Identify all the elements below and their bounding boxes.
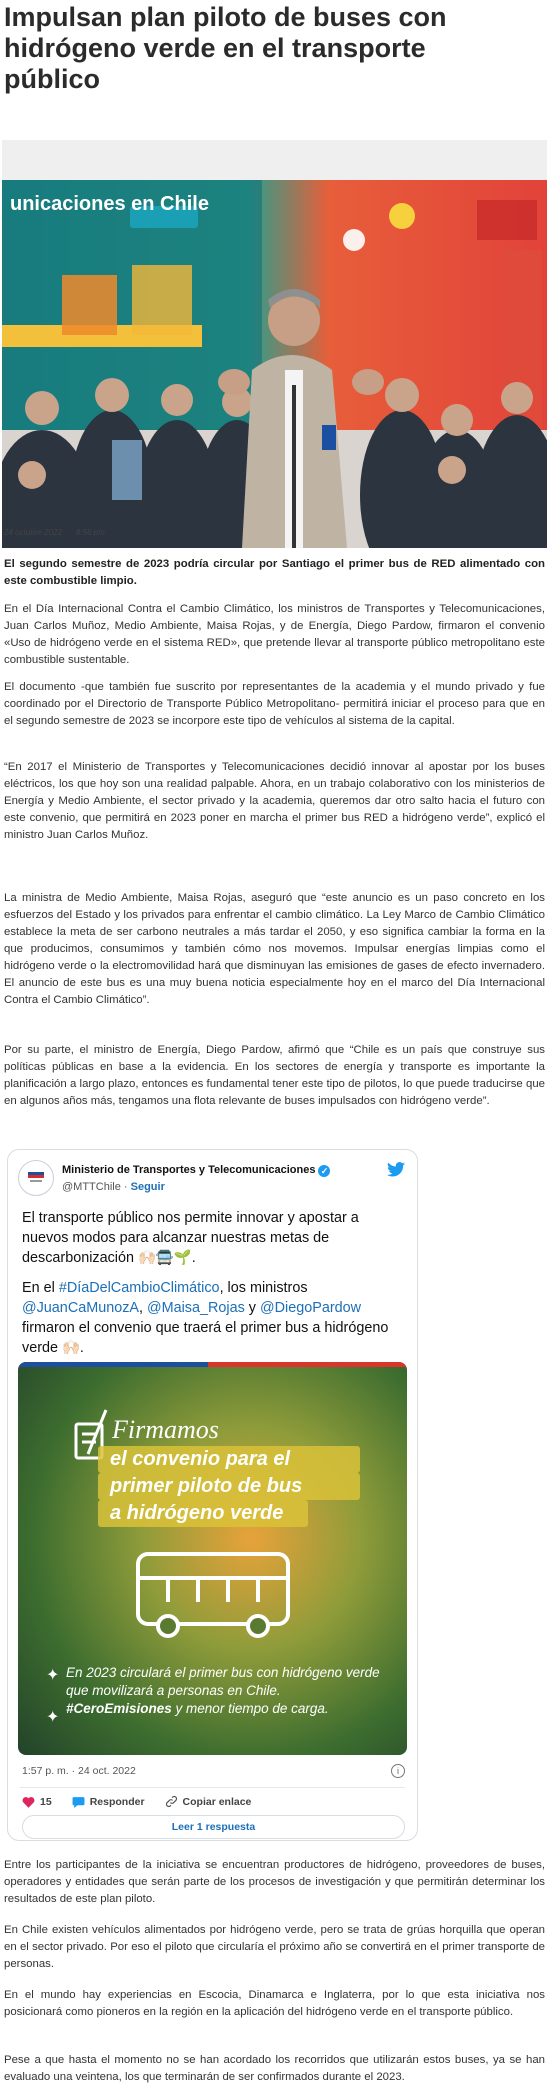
tweet-text-part: , los ministros <box>219 1280 308 1296</box>
mention-link-rojas[interactable]: @Maisa_Rojas <box>147 1300 245 1316</box>
link-icon <box>165 1795 178 1808</box>
heart-icon <box>22 1796 35 1808</box>
verified-badge-icon: ✓ <box>318 1165 330 1177</box>
account-name-text[interactable]: Ministerio de Transportes y Telecomunicaciones <box>62 1164 316 1176</box>
article-paragraph: “En 2017 el Ministerio de Transportes y Telecomunicaciones decidió innovar al apostar por los buses eléctricos, los que hoy son una realidad palpable. Ahora, en un trabajo colaborativo con los ministerios de Energía y Medio Ambiente, el sector privado y la academia, queremos dar otro salto hacia el futuro con este convenio, que permitirá en 2023 poner en marcha el primer bus RED a hidrógeno verde”, explicó el ministro Juan Carlos Muñoz. <box>4 761 545 841</box>
tweet-text-part: firmaron el convenio que traerá el primer bus a hidrógeno verde 🙌🏻. <box>22 1320 389 1356</box>
divider <box>20 1787 405 1788</box>
hero-sign-text: unicaciones en Chile <box>10 193 209 215</box>
article-time: 8:56 pm <box>75 528 105 537</box>
tweet-text-part: y <box>244 1300 261 1316</box>
card-bottom-line-1: En 2023 circulará el primer bus con hidrógeno verde que movilizará a personas en Chile. <box>66 1665 380 1698</box>
card-bottom-text <box>66 1664 391 1744</box>
speech-bubble-icon <box>72 1796 85 1808</box>
tweet-text-body <box>22 1278 408 1358</box>
article-paragraph: La ministra de Medio Ambiente, Maisa Rojas, aseguró que “este anuncio es un paso concreto en los esfuerzos del Estado y los privados para enfrentar el cambio climático. La Ley Marco de Cambio Climático establece la meta de ser carbono neutrales a más tardar el 2050, y eso significa cambiar la forma en la que producimos, consumimos y también cómo nos movemos. Impulsar energías limpias como el hidrógeno verde o la electromovilidad hará que disminuyan las emisiones de gases de efecto invernadero. El anuncio de este bus es una muy buena noticia especialmente hoy en el marco del Día Internacional Contra el Cambio Climático”. <box>4 892 545 1006</box>
account-handle-line <box>62 1181 165 1193</box>
like-count: 15 <box>40 1795 52 1808</box>
follow-link[interactable]: Seguir <box>130 1181 165 1193</box>
card-script-title: Firmamos <box>112 1415 219 1444</box>
hashtag-link[interactable]: #DíaDelCambioClimático <box>58 1280 220 1296</box>
article-paragraph: Por su parte, el ministro de Energía, Diego Pardow, afirmó que “Chile es un país que construye sus políticas públicas en base a la evidencia. En los sectores de energía y transporte es importante la planificación a largo plazo, entonces es fundamental tener este tipo de pilotos, lo que puede traducirse que en algunos años más, tengamos una flota relevante de buses impulsados con hidrógeno verde”. <box>4 1044 545 1107</box>
hero-photo <box>2 140 547 548</box>
tweet-timestamp[interactable]: 1:57 p. m. · 24 oct. 2022 <box>22 1765 136 1777</box>
copy-link-button[interactable] <box>165 1795 252 1808</box>
info-icon[interactable]: i <box>391 1764 405 1778</box>
sparkle-icon: ✦ <box>46 1709 60 1726</box>
copy-link-label: Copiar enlace <box>182 1795 252 1808</box>
card-headline-2: primer piloto de bus <box>110 1475 303 1497</box>
card-hashtag: #CeroEmisiones <box>66 1701 172 1716</box>
article-paragraph: Entre los participantes de la iniciativa se encuentran productores de hidrógeno, proveedores de buses, operadores y entidades que serán parte de los procesos de investigación y que permitirán determinar los resultados de este plan piloto. <box>4 1859 545 1905</box>
article-title: Impulsan plan piloto de buses con hidrógeno verde en el transporte público <box>4 2 447 94</box>
article-date: 24 octubre 2022 <box>4 528 62 537</box>
mention-link-munoz[interactable]: @JuanCaMunozA <box>22 1300 140 1316</box>
article-paragraph: El documento -que también fue suscrito por representantes de la academia y el mundo privado y fue coordinado por el Directorio de Transporte Público Metropolitano- permitirá iniciar el proceso para que en el segundo semestre de 2023 se incorpore este tipo de vehículos al sistema de la capital. <box>4 681 545 727</box>
article-dateline <box>4 528 119 537</box>
tweet-media-image[interactable] <box>18 1362 407 1755</box>
card-headline-3: a hidrógeno verde <box>110 1502 284 1524</box>
twitter-bird-icon[interactable] <box>387 1162 405 1177</box>
account-name[interactable] <box>62 1164 330 1177</box>
reply-label: Responder <box>89 1795 145 1808</box>
tweet-media-graphic <box>18 1362 407 1755</box>
mention-link-pardow[interactable]: @DiegoPardow <box>260 1300 362 1316</box>
account-avatar[interactable] <box>18 1160 54 1196</box>
account-handle[interactable]: @MTTChile <box>62 1181 121 1193</box>
sparkle-icon: ✦ <box>46 1667 60 1684</box>
article-lead: El segundo semestre de 2023 podría circular por Santiago el primer bus de RED alimentado con este combustible limpio. <box>4 558 545 587</box>
tweet-text-part: , <box>139 1300 148 1316</box>
tweet-text-part: En el <box>22 1280 59 1296</box>
article-paragraph: En el Día Internacional Contra el Cambio Climático, los ministros de Transportes y Telecomunicaciones, Juan Carlos Muñoz, Medio Ambiente, Maisa Rojas, y de Energía, Diego Pardow, firmaron el convenio «Uso de hidrógeno verde en el sistema RED», que pretende llevar al transporte público metropolitano este combustible sustentable. <box>4 603 545 666</box>
handle-separator: · <box>120 1181 131 1193</box>
article-paragraph: En el mundo hay experiencias en Escocia, Dinamarca e Inglaterra, por lo que esta iniciativa nos posicionará como pioneros en la región en la aplicación del hidrógeno verde en el transporte público. <box>4 1989 545 2018</box>
article-paragraph: En Chile existen vehículos alimentados por hidrógeno verde, pero se trata de grúas horquilla que operan en el sector privado. Por eso el piloto que circularía el próximo año se convertirá en el primer transporte de personas. <box>4 1924 545 1970</box>
tweet-actions <box>22 1795 265 1808</box>
embedded-tweet[interactable] <box>7 1149 418 1841</box>
read-replies-button[interactable]: Leer 1 respuesta <box>22 1815 405 1839</box>
reply-button[interactable] <box>72 1796 145 1808</box>
card-headline-1: el convenio para el <box>110 1448 291 1470</box>
ministry-logo-icon <box>19 1161 53 1195</box>
article-paragraph: Pese a que hasta el momento no se han acordado los recorridos que utilizarán estos buses, ya se han evaluado una veintena, los que terminarán de ser confirmados durante el 2023. <box>4 2054 545 2083</box>
hero-photo-illustration <box>2 140 547 548</box>
card-bottom-line-2: y menor tiempo de carga. <box>171 1701 329 1716</box>
tweet-text-intro: El transporte público nos permite innovar y apostar a nuevos modos para alcanzar nuestras metas de descarbonización 🙌🏻🚍🌱. <box>22 1210 359 1266</box>
like-button[interactable] <box>22 1796 52 1808</box>
